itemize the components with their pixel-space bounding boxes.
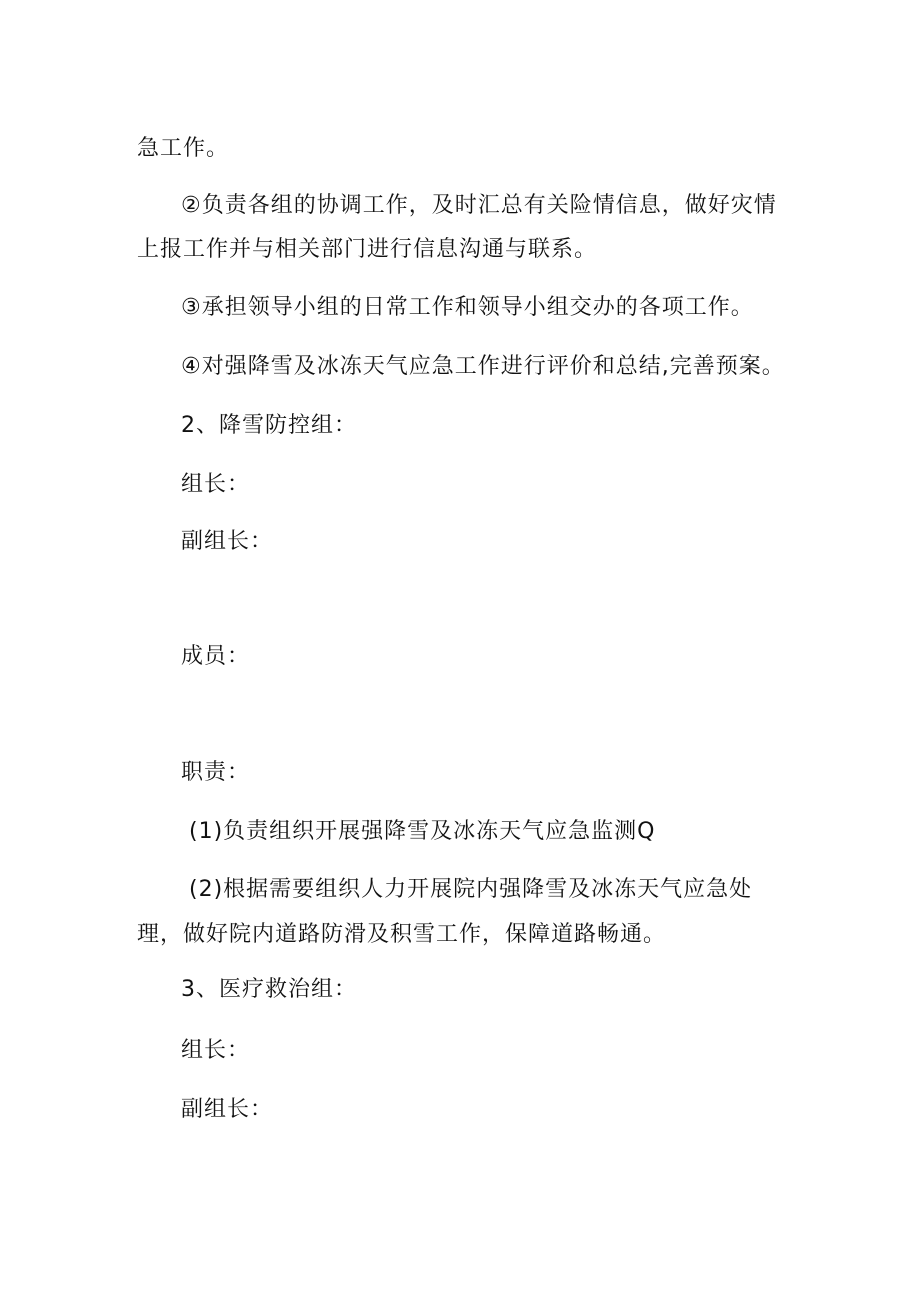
section-heading-snow-control: 2、降雪防控组： [181, 413, 357, 438]
members-label: 成员： [181, 644, 251, 669]
deputy-leader-label-2: 副组长： [181, 1097, 274, 1122]
responsibility-item-1: (1)负责组织开展强降雪及冰冻天气应急监测Q [189, 819, 656, 844]
duty-item-2-line-1: ②负责各组的协调工作，及时汇总有关险情信息，做好灾情 [181, 193, 777, 218]
section-heading-medical-rescue: 3、医疗救治组： [181, 977, 357, 1002]
group-leader-label: 组长： [181, 472, 251, 497]
responsibility-item-2-line-2: 理，做好院内道路防滑及积雪工作，保障道路畅通。 [137, 922, 667, 947]
paragraph-continuation: 急工作。 [137, 136, 230, 161]
responsibility-item-2-line-1: (2)根据需要组织人力开展院内强降雪及冰冻天气应急处 [189, 877, 753, 902]
deputy-leader-label: 副组长： [181, 529, 274, 554]
duty-item-2-line-2: 上报工作并与相关部门进行信息沟通与联系。 [137, 237, 598, 262]
duty-item-3: ③承担领导小组的日常工作和领导小组交办的各项工作。 [181, 295, 754, 320]
group-leader-label-2: 组长： [181, 1038, 251, 1063]
duty-item-4: ④对强降雪及冰冻天气应急工作进行评价和总结,完善预案。 [181, 354, 785, 379]
responsibilities-label: 职责： [181, 760, 251, 785]
